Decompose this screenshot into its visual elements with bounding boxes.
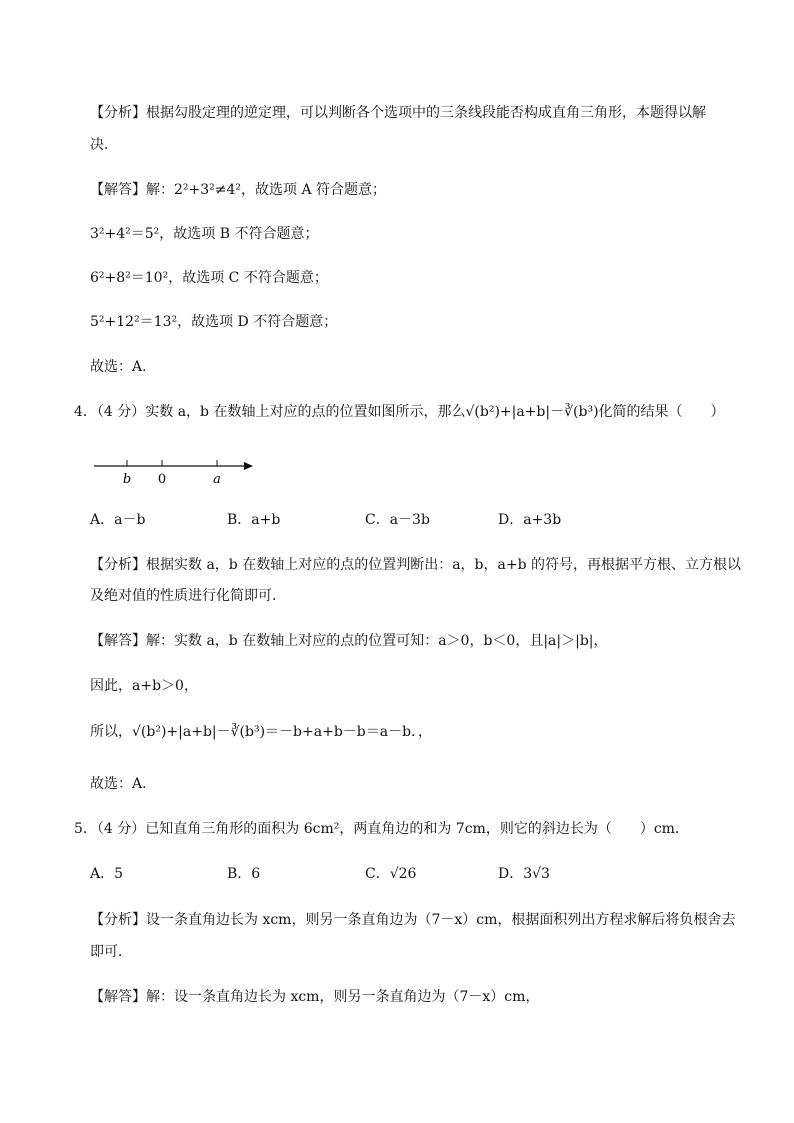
q5-option-d[interactable]: D．3√3: [498, 866, 550, 882]
math-expression: 3²+4²＝5²: [90, 226, 160, 242]
q4-option-c[interactable]: C．a－3b: [365, 512, 430, 528]
q5-option-b[interactable]: B．6: [227, 866, 261, 882]
q5-option-a[interactable]: A．5: [90, 866, 124, 882]
q5-analysis-line1: 【分析】设一条直角边长为 xcm，则另一条直角边为（7－x）cm，根据面积列出方程求解后将负根舍去: [90, 912, 736, 928]
q4-option-d[interactable]: D．a+3b: [498, 512, 562, 528]
q5-stem: 5．（4 分）已知直角三角形的面积为 6cm²，两直角边的和为 7cm，则它的斜边长为（ ）cm．: [74, 821, 689, 837]
q3-answer-line2: [90, 224, 319, 244]
q4-option-a[interactable]: A．a－b: [90, 512, 146, 528]
q4-therefore: 因此，a+b＞0，: [90, 678, 198, 694]
q3-analysis-line1: 【分析】根据勾股定理的逆定理，可以判断各个选项中的三条线段能否构成直角三角形，本题得以解: [90, 105, 706, 121]
q5-answer: 【解答】解：设一条直角边长为 xcm，则另一条直角边为（7－x）cm，: [90, 989, 540, 1005]
math-expression: 5²+12²＝13²: [90, 314, 178, 330]
q3-analysis-line2: 决．: [90, 137, 118, 153]
math-note: ，故选项 D 不符合题意；: [177, 314, 338, 330]
math-note: ，故选项 A 符合题意；: [241, 182, 387, 198]
q4-answer: 【解答】解：实数 a，b 在数轴上对应的点的位置可知：a＞0，b＜0，且|a|＞|b|，: [90, 633, 608, 649]
math-note: ，故选项 B 不符合题意；: [159, 226, 319, 242]
q4-so-result: ＝－b+a+b－b＝a－b．，: [265, 724, 433, 740]
label-b: b: [122, 472, 132, 487]
answer-label: 【解答】解：: [90, 182, 174, 198]
q4-analysis-line2: 及绝对值的性质进行化简即可．: [90, 588, 286, 604]
q4-so-expression: √(b²)+|a+b|－∛(b³): [132, 724, 266, 740]
q4-so-prefix: 所以，: [90, 724, 132, 740]
q4-so: [90, 722, 432, 742]
number-line-figure: [90, 452, 260, 492]
q4-stem-expression: √(b²)+|a+b|－∛(b³): [465, 404, 599, 420]
q3-answer-line1: [90, 180, 386, 200]
q4-choice: 故选：A．: [90, 776, 157, 792]
q4-option-b[interactable]: B．a+b: [227, 512, 281, 528]
q3-answer-line4: [90, 312, 337, 332]
q4-stem-prefix: 4．（4 分）实数 a，b 在数轴上对应的点的位置如图所示，那么: [74, 404, 466, 420]
label-a: a: [213, 472, 221, 487]
q5-option-c[interactable]: C．√26: [365, 866, 417, 882]
q3-choice: 故选：A．: [90, 359, 157, 375]
q3-answer-line3: [90, 268, 328, 288]
math-expression: 6²+8²＝10²: [90, 270, 169, 286]
math-expression: 2²+3²≠4²: [174, 182, 242, 198]
q4-stem-suffix: 化简的结果（ ）: [598, 404, 725, 420]
label-zero: 0: [157, 472, 167, 487]
q5-analysis-line2: 即可．: [90, 944, 132, 960]
number-line-arrow: [244, 462, 253, 470]
q4-analysis-line1: 【分析】根据实数 a，b 在数轴上对应的点的位置判断出：a，b，a+b 的符号，再根据平方根、立方根以: [90, 557, 742, 573]
math-note: ，故选项 C 不符合题意；: [168, 270, 328, 286]
q4-stem: [74, 402, 725, 422]
